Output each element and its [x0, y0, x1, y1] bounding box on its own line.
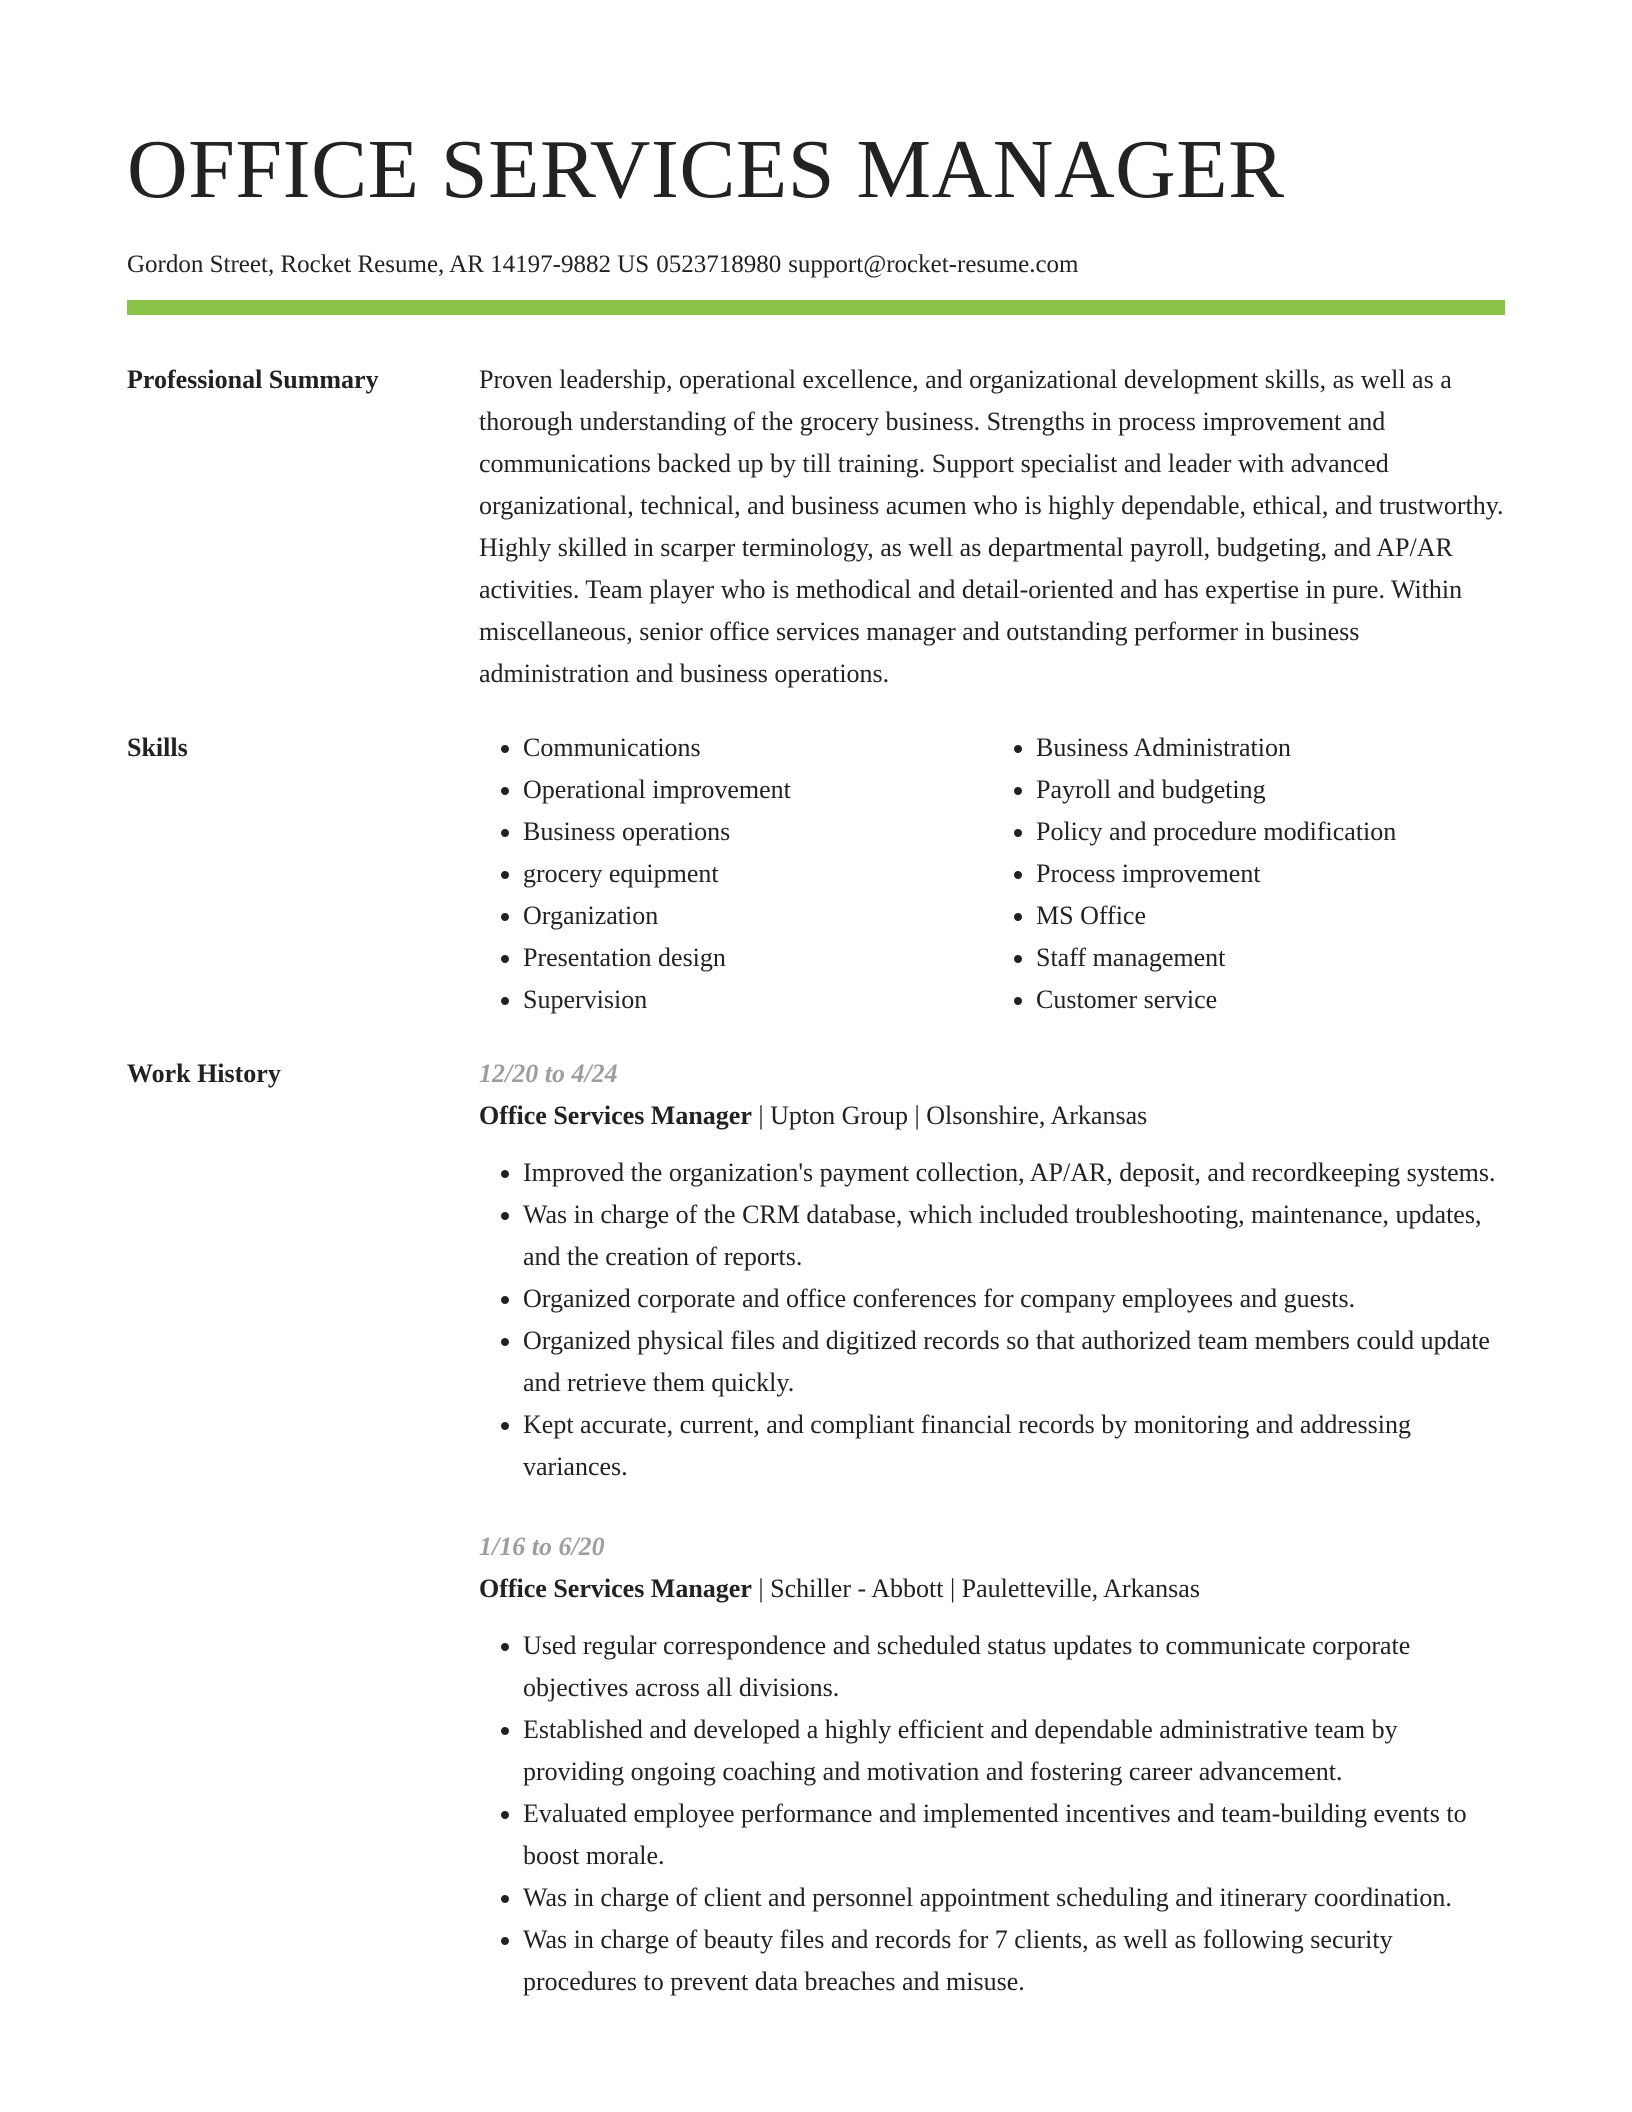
skills-column-right: [992, 727, 1505, 1021]
skill-item: • Business operations: [523, 811, 992, 853]
job-entry: [479, 1053, 1505, 1488]
job-bullet: • Improved the organization's payment collection, AP/AR, deposit, and recordkeeping systems.: [523, 1152, 1505, 1194]
section-title: Professional Summary: [127, 365, 379, 394]
job-bullet: • Established and developed a highly efficient and dependable administrative team by providing ongoing coaching and motivation and fostering career advancement.: [523, 1709, 1505, 1793]
contact-address: Gordon Street, Rocket Resume, AR 14197-9882 US: [127, 251, 650, 278]
skill-item: • Presentation design: [523, 937, 992, 979]
section-title: Work History: [127, 1059, 281, 1088]
job-title: Office Services Manager: [479, 1574, 752, 1603]
section-title: Skills: [127, 733, 188, 762]
skill-item: • Policy and procedure modification: [1036, 811, 1505, 853]
job-location: Pauletteville, Arkansas: [961, 1574, 1200, 1603]
job-bullet: • Organized physical files and digitized records so that authorized team members could update and retrieve them quickly.: [523, 1320, 1505, 1404]
contact-line: [127, 248, 1505, 282]
job-bullet: • Organized corporate and office conferences for company employees and guests.: [523, 1278, 1505, 1320]
skill-item: • grocery equipment: [523, 853, 992, 895]
job-entry: [479, 1526, 1505, 2003]
section-body: [479, 359, 1505, 695]
skills-grid: [479, 727, 1505, 1021]
work-history-section: [127, 1053, 1505, 2041]
skill-item: • Payroll and budgeting: [1036, 769, 1505, 811]
resume-header: [127, 120, 1505, 315]
job-dates: 1/16 to 6/20: [479, 1532, 605, 1561]
separator: |: [758, 1101, 764, 1130]
job-bullet: • Was in charge of the CRM database, which included troubleshooting, maintenance, updates, and the creation of reports.: [523, 1194, 1505, 1278]
professional-summary-section: [127, 359, 1505, 695]
skill-item: • Supervision: [523, 979, 992, 1021]
contact-email: support@rocket-resume.com: [788, 251, 1079, 278]
job-bullets: [479, 1152, 1505, 1488]
summary-text: Proven leadership, operational excellence, and organizational development skills, as well as a thorough understanding of the grocery business. Strengths in process improvement and communications backed up by till training. Support specialist and leader with advanced organizational, technical, and business acumen who is highly dependable, ethical, and trustworthy. Highly skilled in scarper terminology, as well as departmental payroll, budgeting, and AP/AR activities. Team player who is methodical and detail-oriented and has expertise in pure. Within miscellaneous, senior office services manager and outstanding performer in business administration and business operations.: [479, 365, 1504, 688]
job-bullet: • Evaluated employee performance and implemented incentives and team-building events to boost morale.: [523, 1793, 1505, 1877]
job-bullet: • Used regular correspondence and scheduled status updates to communicate corporate objectives across all divisions.: [523, 1625, 1505, 1709]
skill-item: • Business Administration: [1036, 727, 1505, 769]
skill-item: • Organization: [523, 895, 992, 937]
job-company: Upton Group: [770, 1101, 909, 1130]
skill-item: • MS Office: [1036, 895, 1505, 937]
skills-section: [127, 727, 1505, 1021]
separator: |: [914, 1101, 920, 1130]
skill-item: • Process improvement: [1036, 853, 1505, 895]
skill-item: • Customer service: [1036, 979, 1505, 1021]
header-divider: [127, 300, 1505, 315]
job-list: [479, 1053, 1505, 2041]
skill-item: • Communications: [523, 727, 992, 769]
skill-item: • Operational improvement: [523, 769, 992, 811]
job-bullet: • Kept accurate, current, and compliant financial records by monitoring and addressing variances.: [523, 1404, 1505, 1488]
job-location: Olsonshire, Arkansas: [926, 1101, 1148, 1130]
contact-phone: 0523718980: [656, 251, 782, 278]
job-company: Schiller - Abbott: [770, 1574, 944, 1603]
skills-column-left: [479, 727, 992, 1021]
skill-item: • Staff management: [1036, 937, 1505, 979]
separator: |: [758, 1574, 764, 1603]
job-bullet: • Was in charge of beauty files and records for 7 clients, as well as following security procedures to prevent data breaches and misuse.: [523, 1919, 1505, 2003]
job-title: Office Services Manager: [479, 1101, 752, 1130]
job-bullet: • Was in charge of client and personnel appointment scheduling and itinerary coordination.: [523, 1877, 1505, 1919]
job-bullets: [479, 1625, 1505, 2003]
job-heading: [479, 1568, 1505, 1610]
candidate-name: OFFICE SERVICES MANAGER: [127, 123, 1285, 216]
job-heading: [479, 1095, 1505, 1137]
job-dates: 12/20 to 4/24: [479, 1059, 618, 1088]
separator: |: [949, 1574, 956, 1603]
